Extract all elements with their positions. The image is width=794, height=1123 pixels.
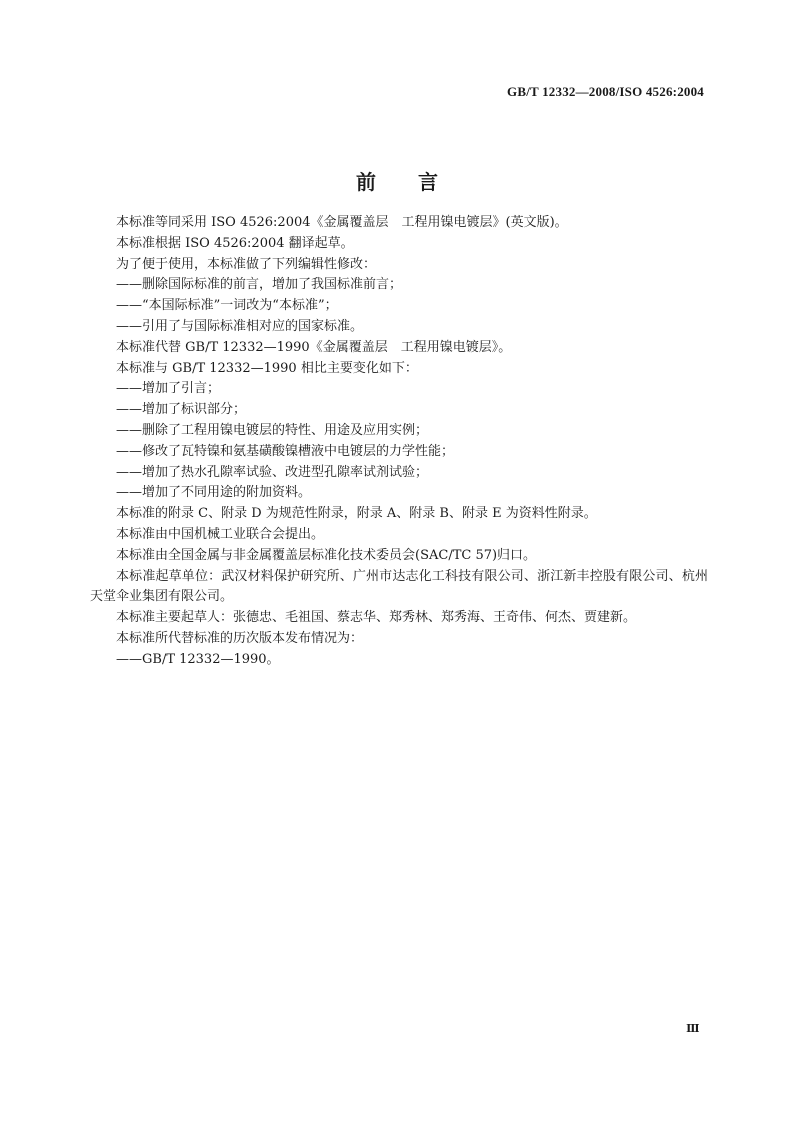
paragraph: 本标准根据 ISO 4526:2004 翻译起草。 [116,235,354,251]
list-item: ——增加了不同用途的附加资料。 [116,485,312,501]
paragraph: 本标准由全国金属与非金属覆盖层标准化技术委员会(SAC/TC 57)归口。 [116,547,537,563]
list-item: ——“本国际标准”一词改为“本标准”； [116,298,338,314]
list-item: ——GB/T 12332—1990。 [116,651,280,667]
paragraph: 为了便于使用，本标准做了下列编辑性修改： [116,256,377,272]
list-item: ——删除国际标准的前言，增加了我国标准前言； [116,277,403,293]
list-item: ——增加了标识部分； [116,402,247,418]
paragraph: 本标准代替 GB/T 12332—1990《金属覆盖层 工程用镍电镀层》。 [116,339,512,355]
list-item: ——引用了与国际标准相对应的国家标准。 [116,318,364,334]
paragraph: 本标准的附录 C、附录 D 为规范性附录，附录 A、附录 B、附录 E 为资料性附录。 [116,506,597,522]
page-title: 前言 [356,170,480,195]
list-item: ——修改了瓦特镍和氨基磺酸镍槽液中电镀层的力学性能； [116,443,455,459]
paragraph: 本标准起草单位：武汉材料保护研究所、广州市达志化工科技有限公司、浙江新丰控股有限公司、杭州天堂伞业集团有限公司。 [90,568,708,605]
paragraph: 本标准主要起草人：张德忠、毛祖国、蔡志华、郑秀林、郑秀海、王奇伟、何杰、贾建新。 [116,610,637,626]
standard-code: GB/T 12332—2008/ISO 4526:2004 [507,84,704,99]
paragraph: 本标准所代替标准的历次版本发布情况为： [116,630,364,646]
page-number: Ⅲ [686,1023,699,1035]
list-item: ——删除了工程用镍电镀层的特性、用途及应用实例； [116,422,429,438]
list-item: ——增加了引言； [116,381,221,397]
list-item: ——增加了热水孔隙率试验、改进型孔隙率试剂试验； [116,464,429,480]
foreword-body [90,213,708,671]
paragraph: 本标准与 GB/T 12332—1990 相比主要变化如下： [116,360,418,376]
paragraph: 本标准由中国机械工业联合会提出。 [116,526,325,542]
paragraph: 本标准等同采用 ISO 4526:2004《金属覆盖层 工程用镍电镀层》(英文版)。 [116,215,568,230]
